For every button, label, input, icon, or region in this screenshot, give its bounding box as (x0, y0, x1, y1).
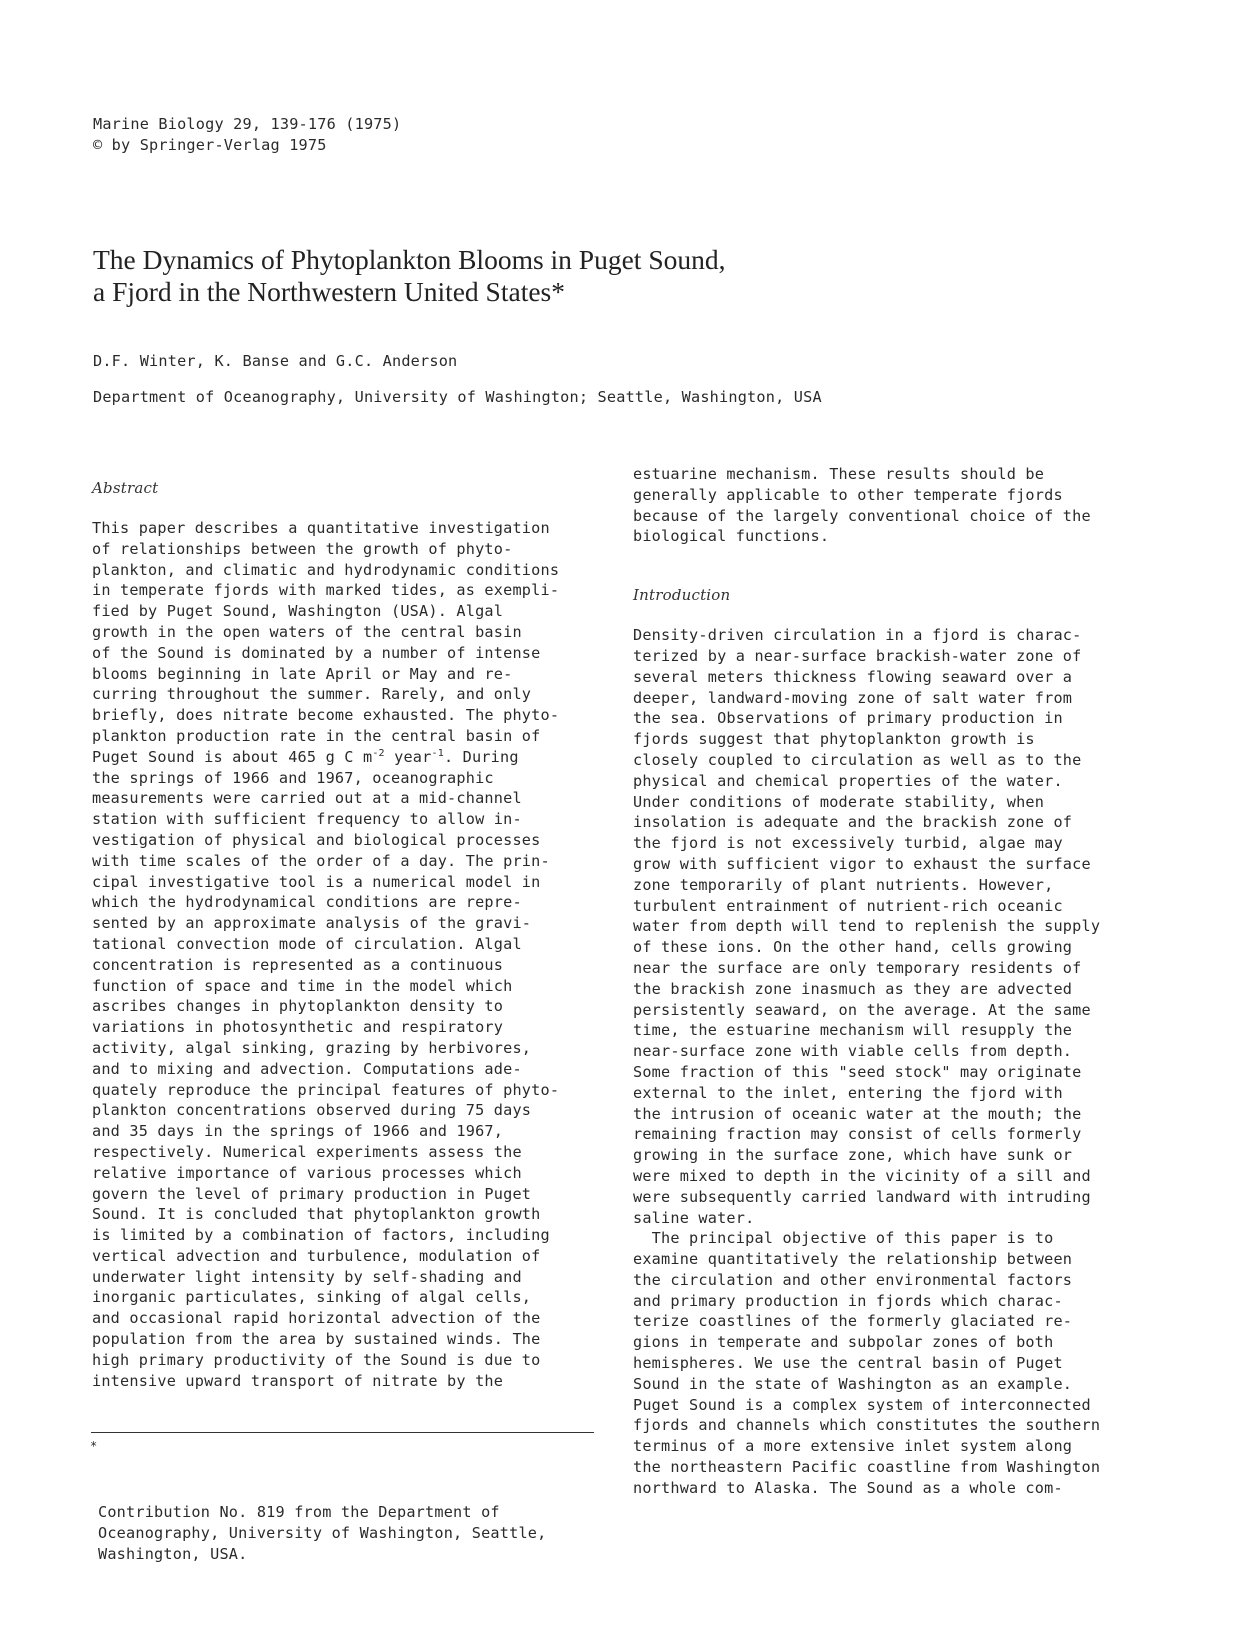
introduction-line: the brackish zone inasmuch as they are advected (633, 979, 1073, 998)
abstract-line: briefly, does nitrate become exhausted. The phyto- (92, 706, 560, 725)
introduction-line: several meters thickness flowing seaward over a (633, 667, 1073, 686)
journal-copyright: © by Springer-Verlag 1975 (93, 135, 327, 154)
introduction-line: Some fraction of this "seed stock" may originate (633, 1062, 1082, 1081)
abstract-line: growth in the open waters of the central basin (92, 622, 522, 641)
rate-prefix: Puget Sound is about 465 g C m (92, 747, 373, 766)
abstract-line: fied by Puget Sound, Washington (USA). Algal (92, 602, 504, 621)
introduction-line: Density-driven circulation in a fjord is charac- (633, 626, 1082, 645)
introduction-line: the circulation and other environmental factors (633, 1270, 1073, 1289)
abstract-continuation (633, 464, 1148, 547)
introduction-line: near the surface are only temporary residents of (633, 958, 1082, 977)
abstract-line: Sound. It is concluded that phytoplankton growth (92, 1205, 541, 1224)
abstract-line: ascribes changes in phytoplankton density to (92, 997, 504, 1016)
abstract-line: and occasional rapid horizontal advection of the (92, 1309, 541, 1328)
abstract-line: plankton concentrations observed during 75 days (92, 1101, 532, 1120)
footnote-line: Oceanography, University of Washington, Seattle, (98, 1524, 547, 1543)
introduction-line: terized by a near-surface brackish-water zone of (633, 646, 1082, 665)
abstract-line: variations in photosynthetic and respiratory (92, 1018, 504, 1037)
abstract-line: station with sufficient frequency to allow in- (92, 810, 522, 829)
introduction-line: hemispheres. We use the central basin of Puget (633, 1354, 1063, 1373)
abstract-line: inorganic particulates, sinking of algal cells, (92, 1288, 532, 1307)
abstract-heading: Abstract (92, 479, 159, 497)
abstract-line: which the hydrodynamical conditions are repre- (92, 893, 522, 912)
abstract-line: tational convection mode of circulation. Algal (92, 934, 522, 953)
abstract-line: intensive upward transport of nitrate by the (92, 1371, 504, 1390)
introduction-line: gions in temperate and subpolar zones of both (633, 1333, 1054, 1352)
introduction-line: fjords and channels which constitutes the southern (633, 1416, 1101, 1435)
abstract-line: estuarine mechanism. These results should be (633, 465, 1045, 483)
footnote-lines (92, 1502, 547, 1564)
abstract-line: function of space and time in the model which (92, 976, 513, 995)
introduction-heading: Introduction (633, 586, 731, 605)
introduction-line: turbulent entrainment of nutrient-rich oceanic (633, 896, 1063, 915)
introduction-line: remaining fraction may consist of cells formerly (633, 1125, 1082, 1144)
abstract-line: of the Sound is dominated by a number of intense (92, 643, 541, 662)
abstract-line: respectively. Numerical experiments assess the (92, 1142, 522, 1161)
footnote-rule (91, 1432, 594, 1433)
introduction-line: the fjord is not excessively turbid, algae may (633, 834, 1063, 853)
abstract-line: underwater light intensity by self-shading and (92, 1267, 522, 1286)
abstract-line: blooms beginning in late April or May and re- (92, 664, 513, 683)
introduction-line: deeper, landward-moving zone of salt water from (633, 688, 1073, 707)
abstract-line: high primary productivity of the Sound is due to (92, 1350, 541, 1369)
introduction-line: northward to Alaska. The Sound as a whole com- (633, 1478, 1063, 1497)
introduction-line: were subsequently carried landward with intruding (633, 1187, 1091, 1206)
abstract-line: vertical advection and turbulence, modulation of (92, 1246, 541, 1265)
abstract-line: and to mixing and advection. Computations ade- (92, 1059, 522, 1078)
introduction-line: terminus of a more extensive inlet system along (633, 1437, 1073, 1456)
introduction-paragraph-1 (633, 625, 1148, 1228)
abstract-line: concentration is represented as a continuous (92, 955, 504, 974)
rate-exponent-1: -2 (372, 747, 385, 759)
introduction-line: zone temporarily of plant nutrients. However, (633, 875, 1054, 894)
introduction-line: physical and chemical properties of the water. (633, 771, 1063, 790)
introduction-line: Sound in the state of Washington as an example. (633, 1374, 1073, 1393)
footnote-line: Contribution No. 819 from the Department of (98, 1503, 500, 1522)
abstract-line: cipal investigative tool is a numerical model in (92, 872, 541, 891)
abstract-text-part-2 (92, 768, 607, 1392)
introduction-line: insolation is adequate and the brackish zone of (633, 813, 1073, 832)
abstract-line: of relationships between the growth of phyto- (92, 539, 513, 558)
introduction-line: and primary production in fjords which charac- (633, 1291, 1063, 1310)
introduction-line: closely coupled to circulation as well as to the (633, 750, 1082, 769)
introduction-line: grow with sufficient vigor to exhaust the surface (633, 854, 1091, 873)
abstract-text-part-1 (92, 518, 607, 747)
rate-mid: year (384, 747, 432, 766)
footnote-mark: * (90, 1439, 98, 1453)
abstract-line: govern the level of primary production in Puget (92, 1184, 532, 1203)
introduction-line: external to the inlet, entering the fjord with (633, 1083, 1063, 1102)
abstract-line: plankton, and climatic and hydrodynamic conditions (92, 560, 560, 579)
authors: D.F. Winter, K. Banse and G.C. Anderson (93, 352, 458, 370)
introduction-line: fjords suggest that phytoplankton growth is (633, 730, 1035, 749)
introduction-line: The principal objective of this paper is to (633, 1229, 1054, 1248)
introduction-line: of these ions. On the other hand, cells growing (633, 938, 1073, 957)
introduction-line: terize coastlines of the formerly glaciated re- (633, 1312, 1073, 1331)
introduction-line: were mixed to depth in the vicinity of a sill and (633, 1166, 1091, 1185)
introduction-line: water from depth will tend to replenish the supply (633, 917, 1101, 936)
left-column (92, 478, 607, 1391)
abstract-line: quately reproduce the principal features of phyto- (92, 1080, 560, 1099)
introduction-paragraph-2 (633, 1228, 1148, 1498)
abstract-line: vestigation of physical and biological processes (92, 830, 541, 849)
abstract-line: This paper describes a quantitative investigation (92, 519, 550, 537)
abstract-line: measurements were carried out at a mid-channel (92, 789, 522, 808)
rate-exponent-2: -1 (431, 747, 444, 759)
rate-suffix: . During (443, 747, 519, 766)
introduction-line: time, the estuarine mechanism will resupply the (633, 1021, 1073, 1040)
footnote (92, 1440, 547, 1586)
journal-citation: Marine Biology 29, 139-176 (1975) (93, 115, 402, 133)
introduction-line: the northeastern Pacific coastline from Washington (633, 1458, 1101, 1477)
abstract-line: plankton production rate in the central basin of (92, 726, 541, 745)
abstract-rate-line (92, 747, 607, 768)
abstract-line: population from the area by sustained winds. The (92, 1330, 541, 1349)
introduction-line: the intrusion of oceanic water at the mouth; the (633, 1104, 1082, 1123)
introduction-line: examine quantitatively the relationship between (633, 1250, 1073, 1269)
abstract-line: biological functions. (633, 527, 830, 546)
introduction-line: saline water. (633, 1208, 755, 1227)
journal-header (93, 114, 401, 156)
abstract-line: and 35 days in the springs of 1966 and 1967, (92, 1122, 504, 1141)
paper-title (93, 244, 726, 308)
abstract-line: because of the largely conventional choice of the (633, 506, 1091, 525)
introduction-line: Puget Sound is a complex system of interconnected (633, 1395, 1091, 1414)
introduction-line: near-surface zone with viable cells from depth. (633, 1042, 1073, 1061)
affiliation: Department of Oceanography, University of Washington; Seattle, Washington, USA (93, 388, 822, 406)
title-line-2: a Fjord in the Northwestern United States* (93, 276, 565, 307)
right-column (633, 465, 1148, 1499)
footnote-line: Washington, USA. (98, 1544, 248, 1563)
introduction-line: Under conditions of moderate stability, when (633, 792, 1045, 811)
abstract-line: the springs of 1966 and 1967, oceanographic (92, 768, 494, 787)
title-line-1: The Dynamics of Phytoplankton Blooms in Puget Sound, (93, 244, 726, 275)
abstract-line: curring throughout the summer. Rarely, and only (92, 685, 532, 704)
introduction-line: growing in the surface zone, which have sunk or (633, 1146, 1073, 1165)
abstract-line: generally applicable to other temperate fjords (633, 485, 1063, 504)
abstract-line: is limited by a combination of factors, including (92, 1226, 550, 1245)
abstract-line: with time scales of the order of a day. The prin- (92, 851, 550, 870)
abstract-line: relative importance of various processes which (92, 1163, 522, 1182)
abstract-line: sented by an approximate analysis of the gravi- (92, 914, 532, 933)
abstract-line: in temperate fjords with marked tides, as exempli- (92, 581, 560, 600)
introduction-line: persistently seaward, on the average. At the same (633, 1000, 1091, 1019)
introduction-line: the sea. Observations of primary production in (633, 709, 1063, 728)
abstract-line: activity, algal sinking, grazing by herbivores, (92, 1038, 532, 1057)
